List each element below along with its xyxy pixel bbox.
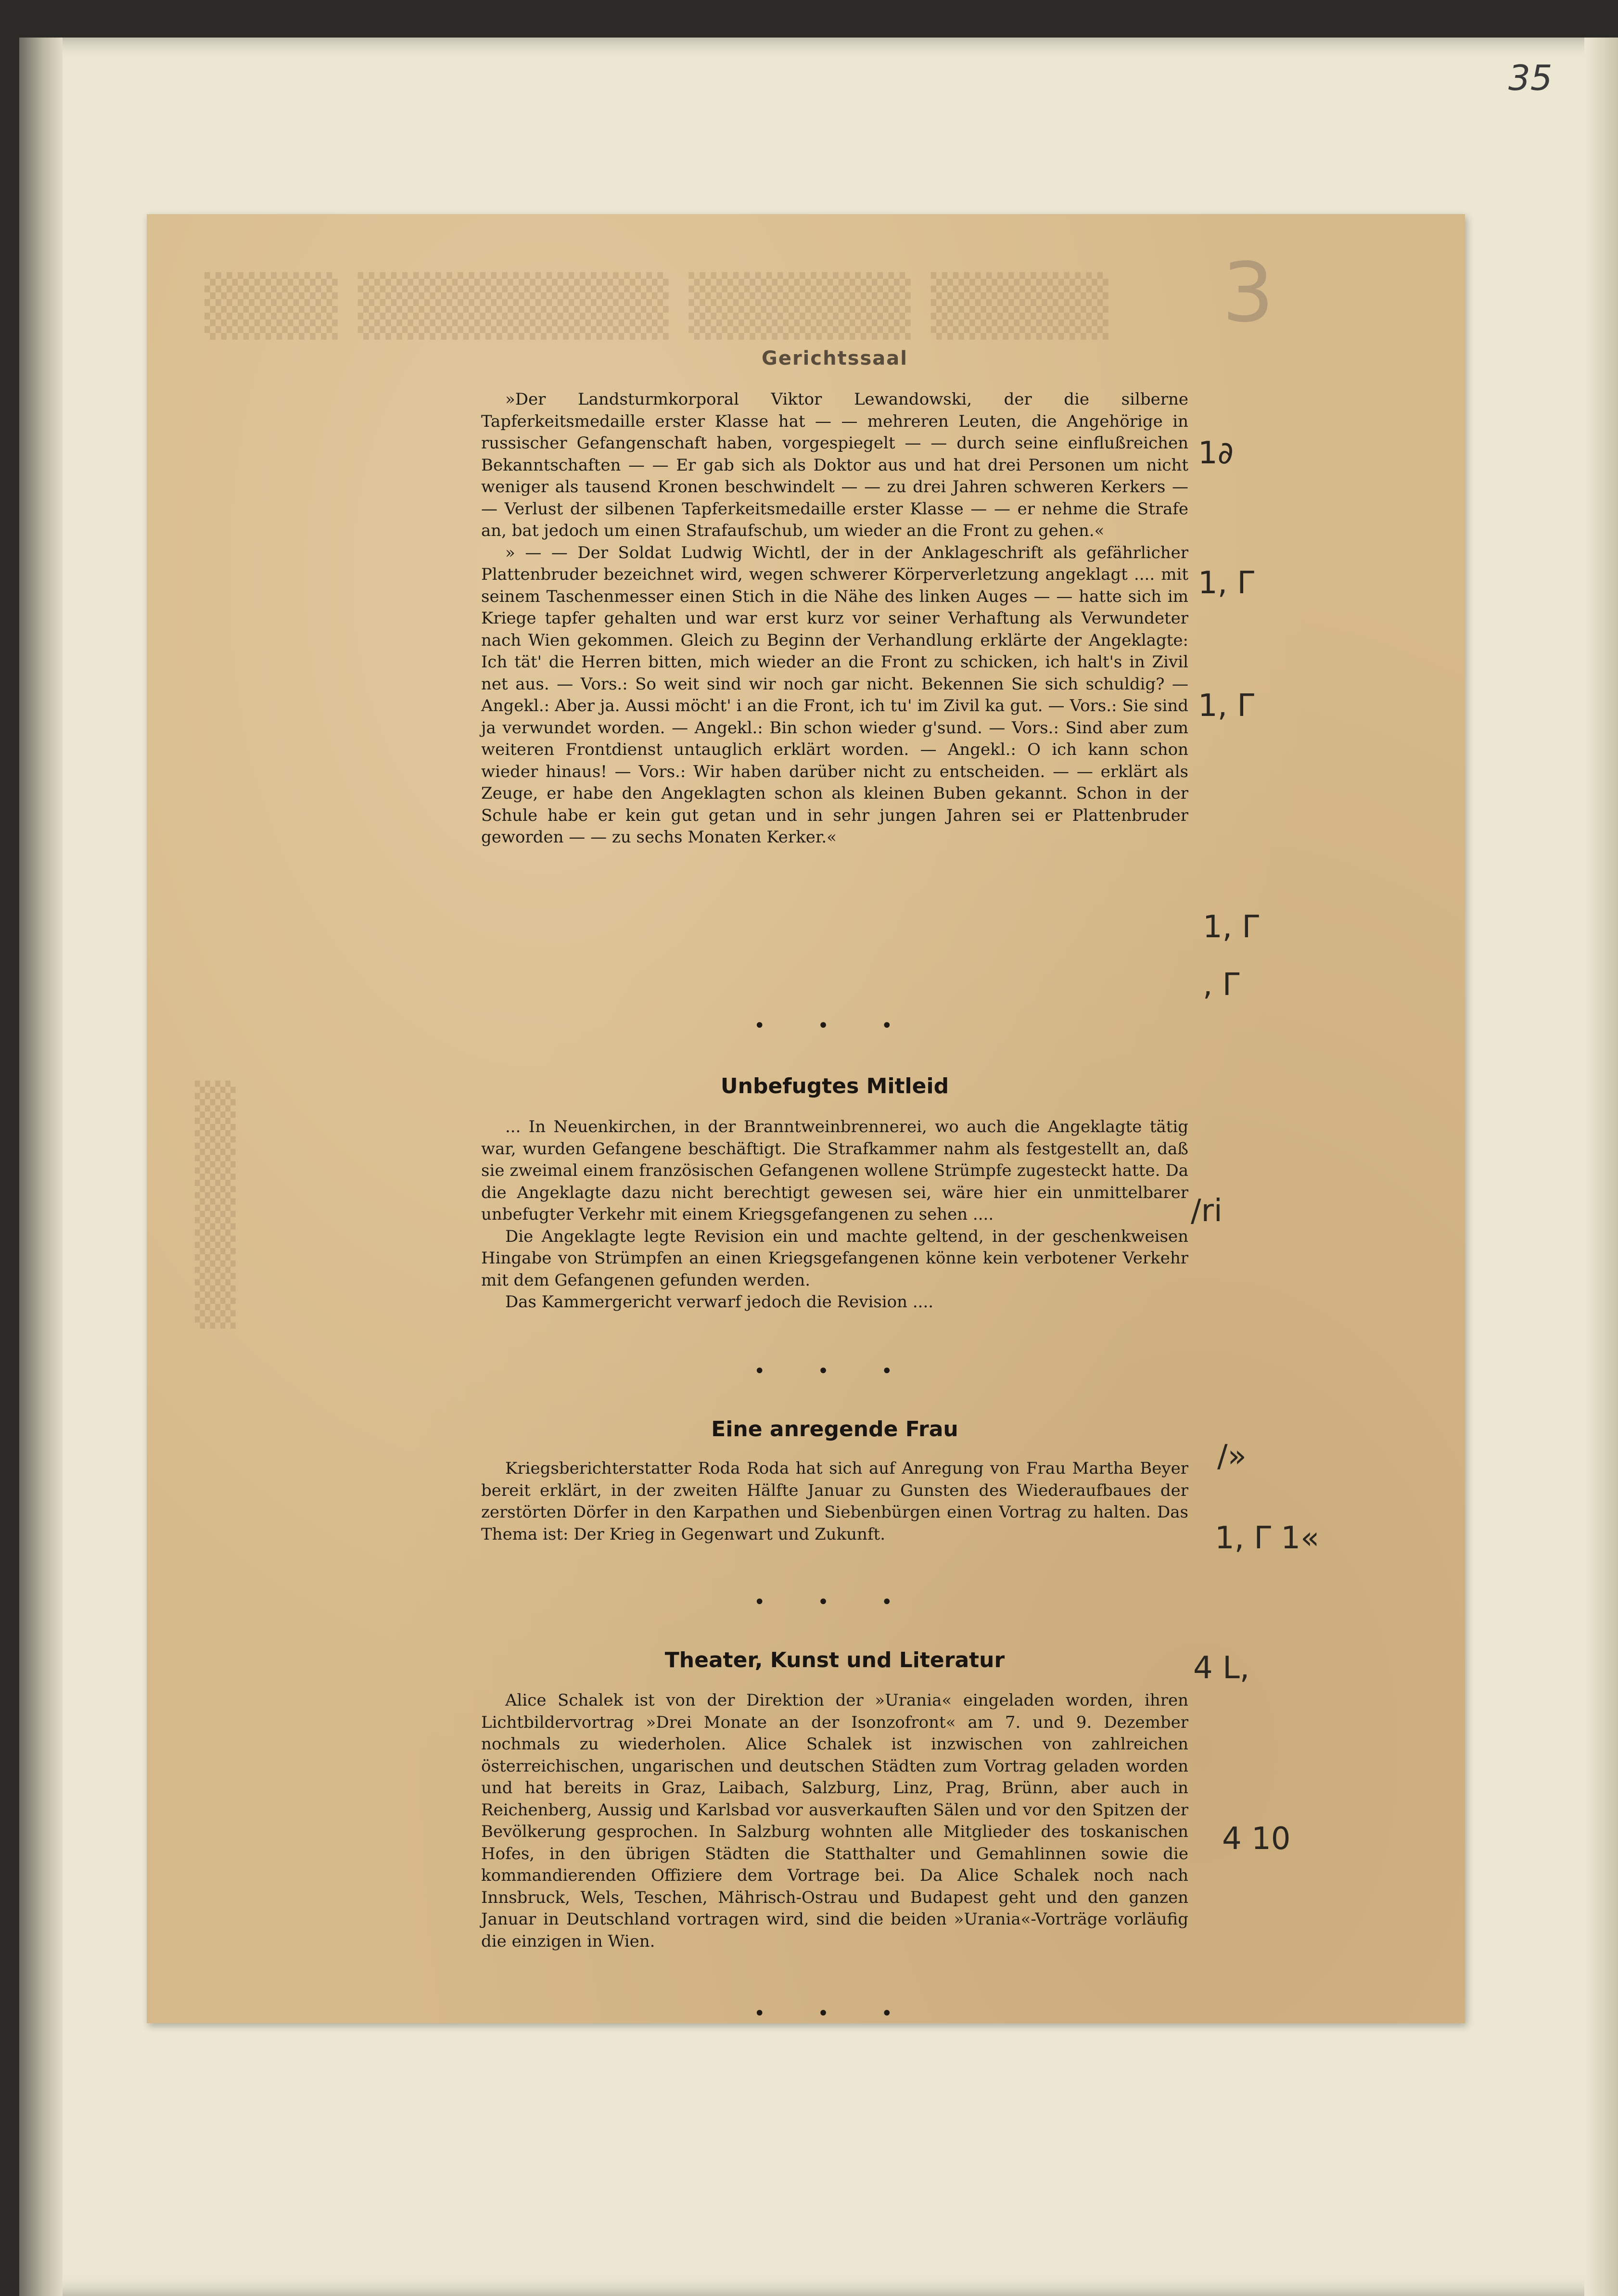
margin-note: 1, Γ xyxy=(1198,565,1255,601)
margin-note: 1, Γ 1« xyxy=(1215,1520,1320,1556)
section-separator: • • • xyxy=(753,1591,916,1613)
article-heading-theater-kunst-literatur: Theater, Kunst und Literatur xyxy=(664,1648,1005,1672)
article-paragraph: Alice Schalek ist von der Direktion der »Urania« eingeladen worden, ihren Lichtbildervortrag »Drei Monate an der Isonzofront« am 7. und 9. Dezember nochmals zu wiederholen. Alice Schalek ist inzwischen von zahlreichen österreichischen, ungarischen und deutschen Städten zum Vortrag geladen worden und hat bereits in Graz, Laibach, Salzburg, Linz, Prag, Brünn, aber auch in Reichenberg, Aussig und Karlsbad vor ausverkauften Sälen und vor den Spitzen der Bevölkerung gesprochen. In Salzburg wohnten alle Mitglieder des toskanischen Hofes, in den übrigen Städten die Statthalter und Gemahlinnen sowie die kommandierenden Offiziere dem Vortrage bei. Da Alice Schalek noch nach Innsbruck, Wels, Teschen, Mährisch-Ostrau und Budapest geht und den ganzen Januar in Deutschland vortragen wird, sind die beiden »Urania«-Vorträge vorläufig die einzigen in Wien. xyxy=(481,1691,1188,1951)
article-paragraph: Die Angeklagte legte Revision ein und machte geltend, in der geschenkweisen Hingabe von Strümpfen an einen Kriegsgefangenen könne kein verbotener Verkehr mit dem Gefangenen gefunden werden. xyxy=(481,1226,1188,1290)
article-body-eine-anregende-frau xyxy=(481,1458,1188,1545)
article-paragraph: Kriegsberichterstatter Roda Roda hat sich auf Anregung von Frau Martha Beyer bereit erklärt, in der zweiten Hälfte Januar zu Gunsten des Wiederaufbaues der zerstörten Dörfer in den Karpathen und Siebenbürgen einen Vortrag zu halten. Das Thema ist: Der Krieg in Gegenwart und Zukunft. xyxy=(481,1459,1188,1544)
page-number: 35 xyxy=(1508,58,1553,98)
margin-note: 1, Γ xyxy=(1198,688,1255,724)
article-heading-unbefugtes-mitleid: Unbefugtes Mitleid xyxy=(720,1074,949,1098)
bleed-through-texture: ▒▒▒ ▒▒▒▒▒▒▒ ▒▒▒▒▒ ▒▒▒▒ xyxy=(204,272,1108,340)
article-paragraph: »Der Landsturmkorporal Viktor Lewandowski, der die silberne Tapferkeitsmedaille erster Klasse hat — — mehreren Leuten, die Angehörige in russischer Gefangenschaft haben, vorgespiegelt — — durch seine einflußreichen Bekanntschaften — — Er gab sich als Doktor aus und hat drei Personen um nicht weniger als tausend Kronen beschwindelt — — zu drei Jahren schweren Kerkers — — Verlust der silbenen Tapferkeitsmedaille erster Klasse — — er nehme die Strafe an, bat jedoch um einen Strafaufschub, um wieder an die Front zu gehen.« xyxy=(481,390,1188,540)
article-paragraph: Das Kammergericht verwarf jedoch die Revision .... xyxy=(505,1292,934,1312)
bleed-through-texture-left: ▒ ▒ ▒ ▒ xyxy=(195,1080,236,1328)
article-paragraph: » — — Der Soldat Ludwig Wichtl, der in der Anklageschrift als gefährlicher Plattenbruder bezeichnet wird, wegen schwerer Körperverletzung angeklagt .... mit seinem Taschenmesser einen Stich in die Nähe des linken Auges — — hatte sich im Kriege tapfer gehalten und war erst kurz vor seiner Verhaftung als Verwundeter nach Wien gekommen. Gleich zu Beginn der Verhandlung erklärte der Angeklagte: Ich tät' die Herren bitten, mich wieder an die Front zu schicken, ich halt's in Zivil net aus. — Vors.: So weit sind wir noch gar nicht. Bekennen Sie sich schuldig? — Angekl.: Aber ja. Aussi möcht' i an die Front, ich tu' im Zivil ka gut. — Vors.: Sie sind ja verwundet worden. — Angekl.: Bin schon wieder g'sund. — Vors.: Sind aber zum weiteren Frontdienst untauglich erklärt worden. — Angekl.: O ich kann schon wieder hinaus! — Vors.: Wir haben darüber nicht zu entscheiden. — — erklärt als Zeuge, er habe den Angeklagten schon als kleinen Buben gekannt. Schon in der Schule habe er kein gut getan und in sehr jungen Jahren sei er Plattenbruder geworden — — zu sechs Monaten Kerker.« xyxy=(481,543,1188,847)
margin-note: 4 10 xyxy=(1222,1821,1291,1857)
page-edge xyxy=(1584,38,1618,2296)
article-body-theater-kunst-literatur xyxy=(481,1690,1188,1952)
margin-note: 4 L, xyxy=(1193,1650,1250,1686)
article-body-unbefugtes-mitleid xyxy=(481,1116,1188,1314)
article-body-gerichtssaal xyxy=(481,389,1188,849)
album-binding xyxy=(19,38,63,2296)
article-heading-eine-anregende-frau: Eine anregende Frau xyxy=(711,1417,958,1441)
margin-note: 1∂ xyxy=(1198,435,1234,471)
margin-note: , Γ xyxy=(1203,967,1240,1003)
article-heading-gerichtssaal: Gerichtssaal xyxy=(761,347,908,370)
article-paragraph: ... In Neuenkirchen, in der Branntweinbrennerei, wo auch die Angeklagte tätig war, wurden Gefangene beschäftigt. Die Strafkammer nahm als festgestellt an, daß sie zweimal einem französischen Gefangenen wollene Strümpfe zugesteckt hatte. Da die Angeklagte dazu nicht berechtigt gewesen sei, wäre hier ein unmittelbarer unbefugter Verkehr mit einem Kriegsgefangenen zu sehen .... xyxy=(481,1117,1188,1224)
section-separator: • • • xyxy=(753,1360,916,1382)
section-separator: • • • xyxy=(753,2003,916,2025)
section-separator: • • • xyxy=(753,1015,916,1037)
pencil-corner-mark: 3 xyxy=(1222,245,1274,341)
margin-note: /ri xyxy=(1191,1193,1223,1229)
margin-note: 1, Γ xyxy=(1203,909,1260,945)
margin-note: /» xyxy=(1217,1439,1247,1474)
